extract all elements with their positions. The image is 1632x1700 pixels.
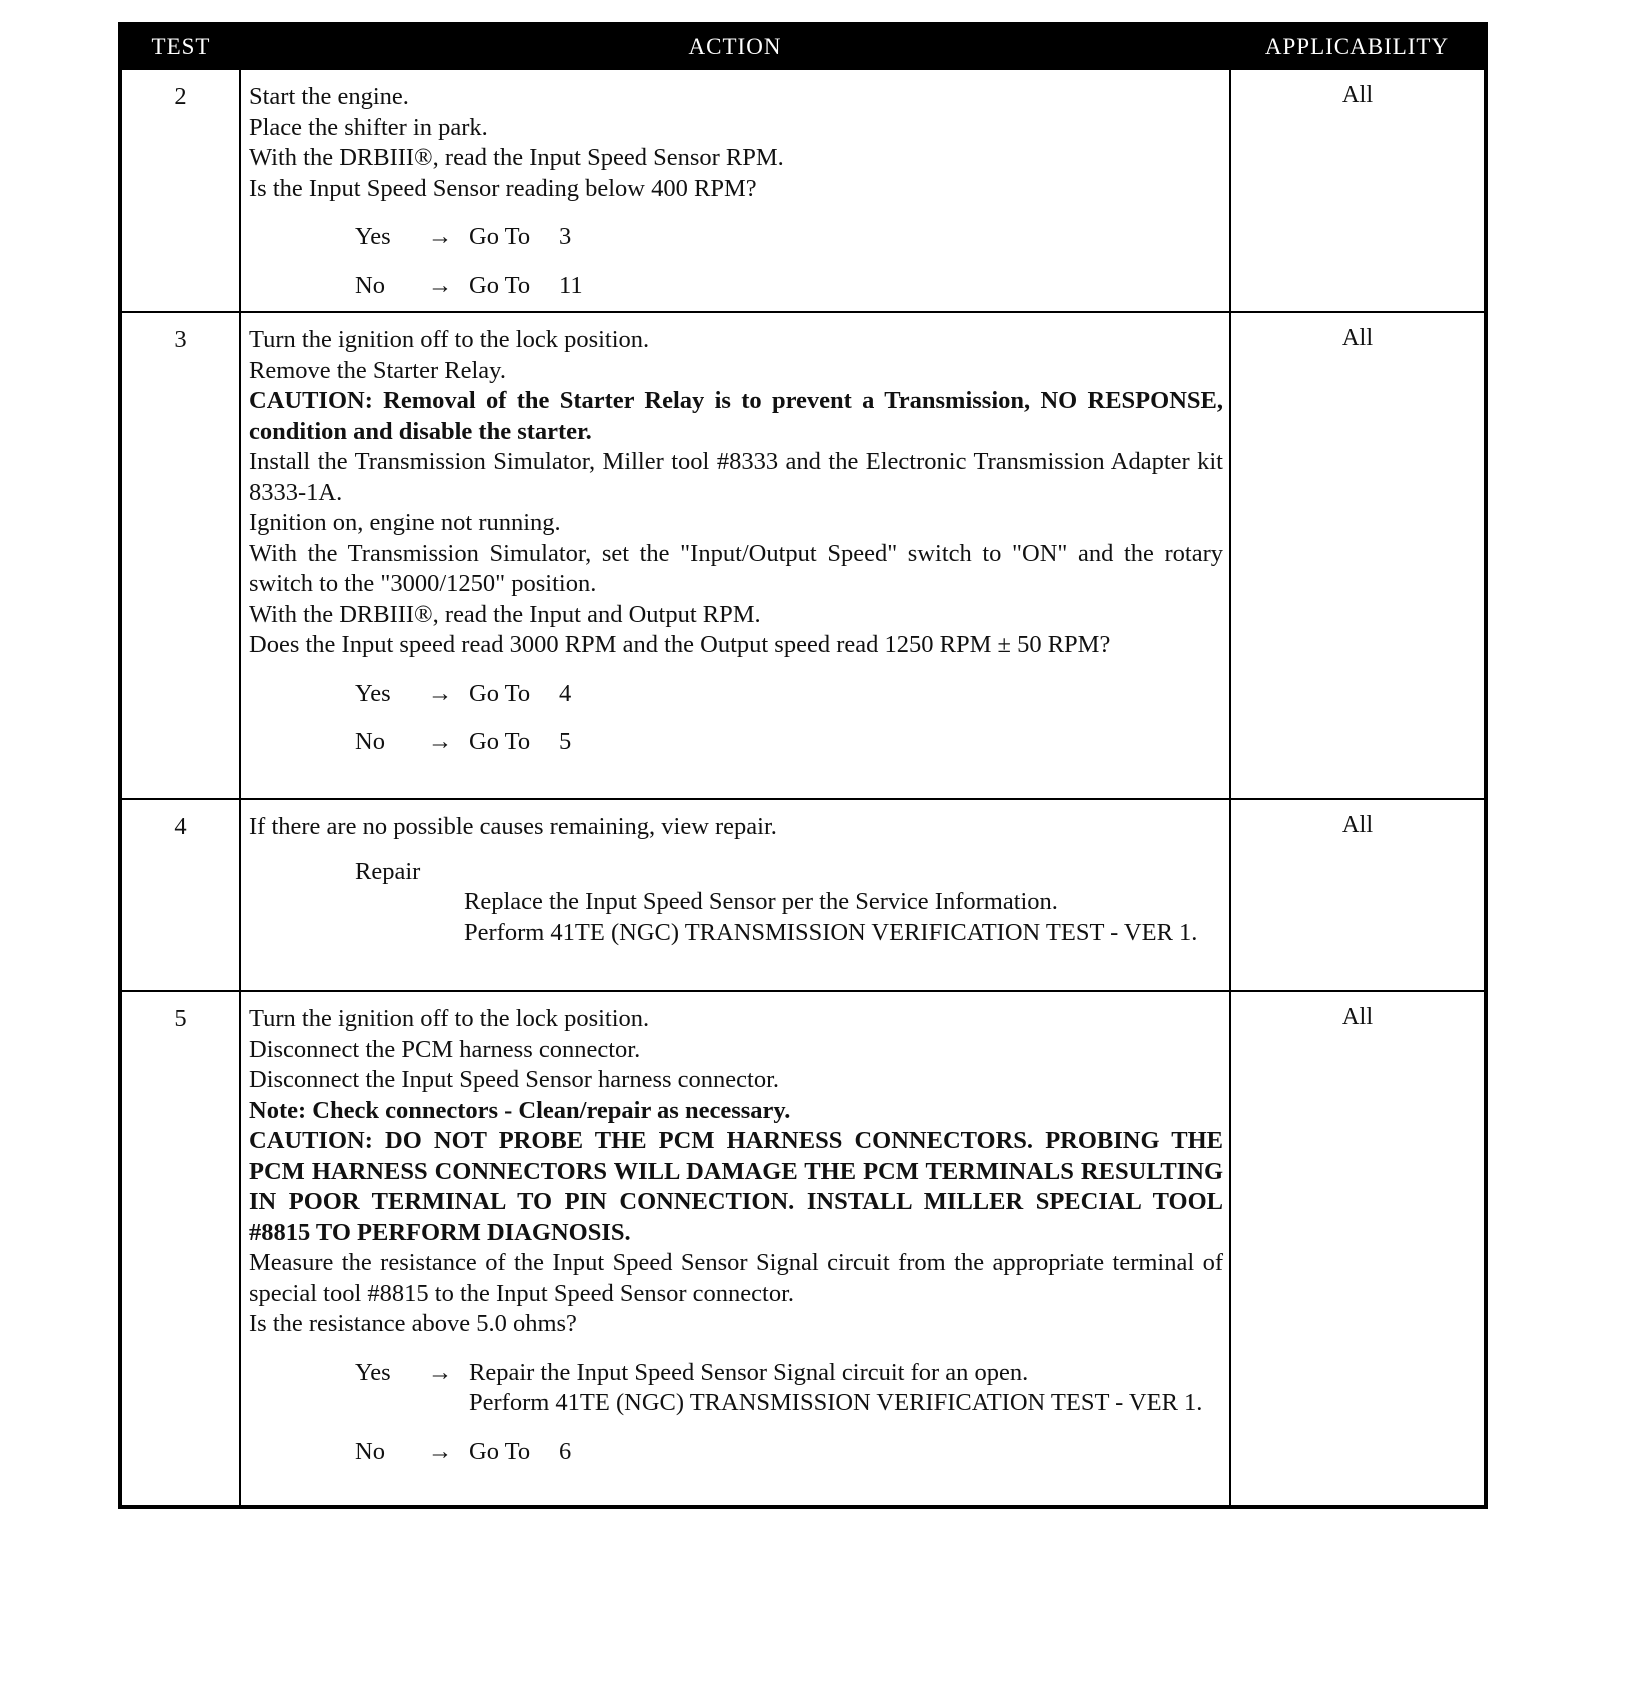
caution-text: CAUTION: Removal of the Starter Relay is to prevent a Transmission, NO RESPONSE, condition and disable the starter. — [249, 387, 1223, 445]
yes-label: Yes — [355, 679, 391, 707]
action-step: Disconnect the PCM harness connector. — [249, 1035, 641, 1063]
diagnostic-table-page — [118, 22, 1484, 1509]
no-label: No — [355, 271, 385, 299]
repair-label: Repair — [355, 857, 421, 885]
no-label: No — [355, 1437, 385, 1465]
action-step: Ignition on, engine not running. — [249, 509, 561, 536]
action-step: With the DRBIII®, read the Input Speed Sensor RPM. — [249, 144, 784, 171]
header-action: ACTION — [240, 24, 1230, 69]
goto-label: Go To — [469, 1437, 531, 1465]
table-row — [120, 991, 1486, 1507]
action-cell — [240, 991, 1230, 1507]
yes-branch — [355, 679, 1223, 710]
right-arrow-icon: → — [427, 271, 453, 299]
goto-label: Go To — [469, 223, 531, 250]
action-step: Install the Transmission Simulator, Miller tool #8333 and the Electronic Transmission Adapter kit 8333-1A. — [249, 448, 1223, 506]
action-question: Is the resistance above 5.0 ohms? — [249, 1310, 577, 1337]
action-cell — [240, 69, 1230, 312]
yes-response: Repair the Input Speed Sensor Signal circuit for an open. — [469, 1358, 1029, 1386]
goto-target: 3 — [559, 223, 572, 250]
yes-label: Yes — [355, 223, 391, 250]
no-branch — [355, 1437, 1223, 1468]
goto-label: Go To — [469, 271, 531, 299]
action-step: Start the engine. — [249, 83, 409, 110]
yes-response: Perform 41TE (NGC) TRANSMISSION VERIFICATION TEST - VER 1. — [469, 1389, 1203, 1416]
table-header-row — [120, 24, 1486, 69]
action-cell — [240, 799, 1230, 991]
no-label: No — [355, 728, 385, 755]
right-arrow-icon: → — [427, 728, 453, 755]
goto-target: 4 — [559, 679, 572, 707]
note-text: Note: Check connectors - Clean/repair as necessary. — [249, 1096, 791, 1124]
yes-branch — [355, 222, 1223, 253]
header-test: TEST — [120, 24, 240, 69]
test-number: 2 — [120, 69, 240, 312]
action-step: With the DRBIII®, read the Input and Output RPM. — [249, 600, 761, 628]
applicability-value: All — [1230, 69, 1486, 312]
table-row — [120, 312, 1486, 799]
goto-target: 6 — [559, 1437, 572, 1465]
table-row — [120, 799, 1486, 991]
goto-label: Go To — [469, 679, 531, 707]
test-number: 3 — [120, 312, 240, 799]
action-question: Does the Input speed read 3000 RPM and the Output speed read 1250 RPM ± 50 RPM? — [249, 631, 1111, 658]
no-branch — [355, 271, 1223, 302]
action-step: Turn the ignition off to the lock position. — [249, 1005, 650, 1032]
action-step: With the Transmission Simulator, set the "Input/Output Speed" switch to "ON" and the rotary switch to the "3000/1250" position. — [249, 539, 1223, 597]
no-branch — [355, 727, 1223, 758]
diagnostic-test-table — [118, 22, 1488, 1509]
action-step: Measure the resistance of the Input Speed Sensor Signal circuit from the appropriate terminal of special tool #8815 to the Input Speed Sensor connector. — [249, 1249, 1223, 1307]
action-cell — [240, 312, 1230, 799]
table-row — [120, 69, 1486, 312]
goto-label: Go To — [469, 728, 531, 755]
applicability-value: All — [1230, 991, 1486, 1507]
right-arrow-icon: → — [427, 223, 453, 250]
goto-target: 5 — [559, 728, 572, 755]
test-number: 5 — [120, 991, 240, 1507]
applicability-value: All — [1230, 799, 1486, 991]
yes-branch — [355, 1358, 1223, 1419]
repair-step: Perform 41TE (NGC) TRANSMISSION VERIFICATION TEST - VER 1. — [464, 918, 1198, 946]
action-question: Is the Input Speed Sensor reading below 400 RPM? — [249, 174, 757, 202]
header-applicability: APPLICABILITY — [1230, 24, 1486, 69]
goto-target: 11 — [559, 271, 583, 299]
right-arrow-icon: → — [427, 679, 453, 707]
caution-text: CAUTION: DO NOT PROBE THE PCM HARNESS CONNECTORS. PROBING THE PCM HARNESS CONNECTORS WILL DAMAGE THE PCM TERMINALS RESULTING IN POOR TERMINAL TO PIN CONNECTION. INSTALL MILLER SPECIAL TOOL #8815 TO PERFORM DIAGNOSIS. — [249, 1127, 1223, 1246]
right-arrow-icon: → — [427, 1437, 453, 1465]
yes-label: Yes — [355, 1358, 391, 1386]
action-step: Turn the ignition off to the lock position. — [249, 326, 650, 353]
test-number: 4 — [120, 799, 240, 991]
action-step: Place the shifter in park. — [249, 113, 488, 141]
repair-step: Replace the Input Speed Sensor per the Service Information. — [464, 888, 1058, 915]
action-step: If there are no possible causes remaining, view repair. — [249, 813, 777, 840]
right-arrow-icon: → — [427, 1358, 453, 1386]
action-step: Disconnect the Input Speed Sensor harness connector. — [249, 1066, 780, 1093]
action-step: Remove the Starter Relay. — [249, 356, 506, 384]
applicability-value: All — [1230, 312, 1486, 799]
